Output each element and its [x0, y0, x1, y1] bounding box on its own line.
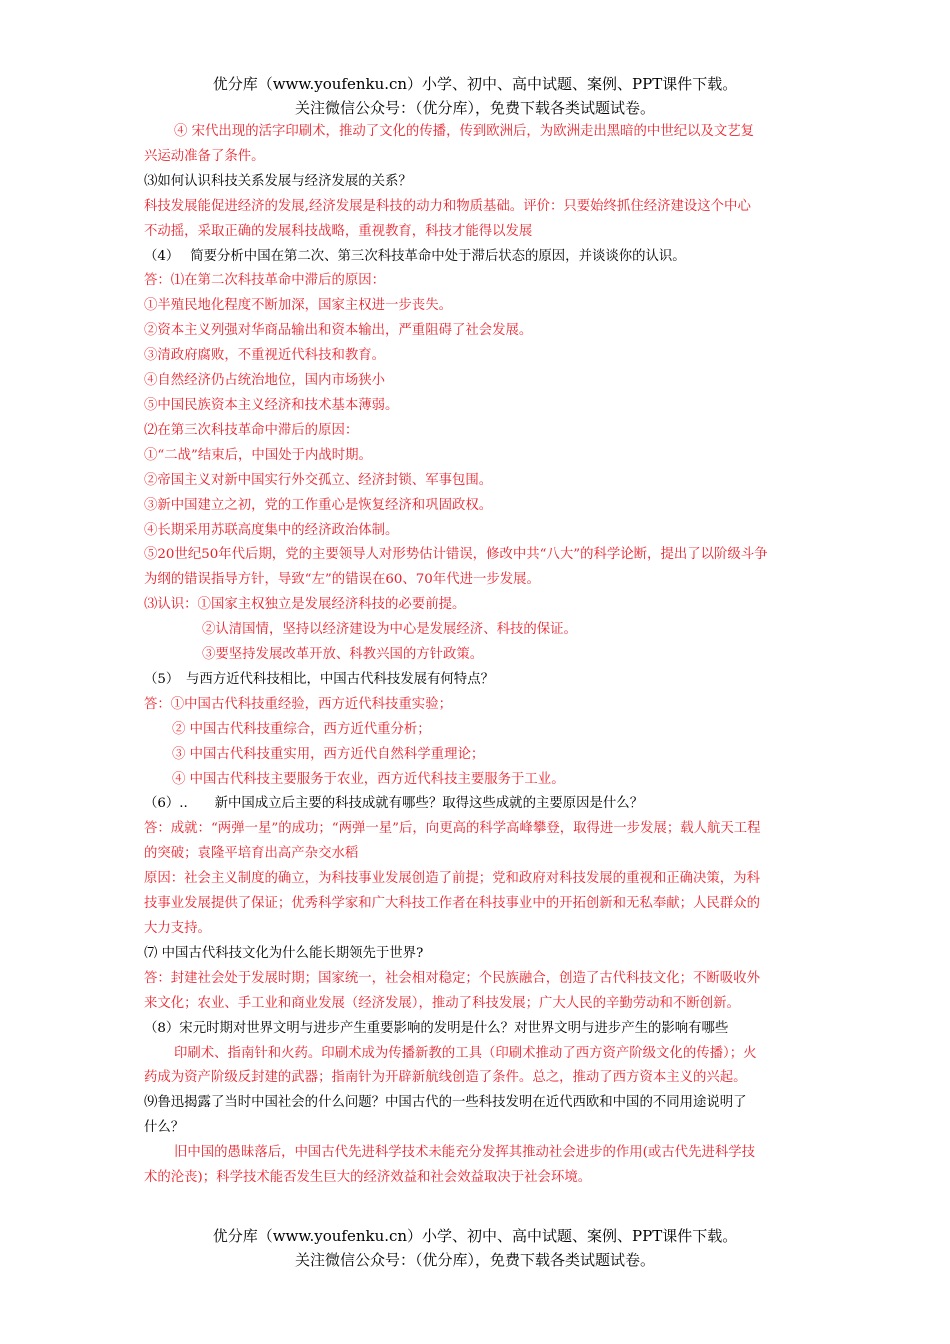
- answer-line: 为纲的错误指导方针，导致“左”的错误在60、70年代进一步发展。: [144, 572, 540, 588]
- answer-line: ④自然经济仍占统治地位，国内市场狭小: [144, 373, 386, 389]
- question-8: （8）宋元时期对世界文明与进步产生重要影响的发明是什么？对世界文明与进步产生的影响有哪些: [144, 1020, 729, 1036]
- answer-line: 旧中国的愚昧落后，中国古代先进科学技术未能充分发挥其推动社会进步的作用(或古代先进科学技: [174, 1145, 756, 1161]
- answer-line: 来文化；农业、手工业和商业发展（经济发展），推动了科技发展；广大人民的辛勤劳动和不断创新。: [144, 995, 740, 1011]
- answer-line: 答：成就：“两弹一星”的成功；“两弹一星”后，向更高的科学高峰攀登，取得进一步发展；载人航天工程: [144, 821, 761, 837]
- question-7: ⑺ 中国古代科技文化为什么能长期领先于世界?: [144, 945, 424, 961]
- question-6: （6）.. 新中国成立后主要的科技成就有哪些？取得这些成就的主要原因是什么？: [144, 796, 644, 812]
- header-line-2: 关注微信公众号：（优分库），免费下载各类试题试卷。: [294, 99, 655, 117]
- answer-line: ② 中国古代科技重综合，西方近代重分析；: [172, 721, 431, 737]
- answer-line: ⑤20世纪50年代后期，党的主要领导人对形势估计错误，修改中共“八大”的科学论断，提出了以阶级斗争: [144, 547, 768, 563]
- answer-line: ④长期采用苏联高度集中的经济政治体制。: [144, 522, 399, 538]
- question-4: （4） 简要分析中国在第二次、第三次科技革命中处于滞后状态的原因，并谈谈你的认识。: [144, 248, 686, 264]
- answer-line: ③要坚持发展改革开放、科教兴国的方针政策。: [202, 647, 484, 663]
- answer-line: ②资本主义列强对华商品输出和资本输出，严重阻碍了社会发展。: [144, 323, 533, 339]
- answer-line: ③ 中国古代科技重实用，西方近代自然科学重理论；: [172, 746, 485, 762]
- footer-line-2: 关注微信公众号：（优分库），免费下载各类试题试卷。: [294, 1251, 655, 1269]
- answer-line: ①半殖民地化程度不断加深，国家主权进一步丧失。: [144, 298, 452, 314]
- answer-line: 不动摇，采取正确的发展科技战略，重视教育，科技才能得以发展: [144, 223, 533, 239]
- answer-line: 原因：社会主义制度的确立，为科技事业发展创造了前提；党和政府对科技发展的重视和正确决策，为科: [144, 871, 760, 887]
- question-9: ⑼鲁迅揭露了当时中国社会的什么问题？中国古代的一些科技发明在近代西欧和中国的不同用途说明了: [144, 1095, 747, 1111]
- answer-line: 答：①中国古代科技重经验，西方近代科技重实验；: [144, 696, 452, 712]
- answer-line: 技事业发展提供了保证；优秀科学家和广大科技工作者在科技事业中的开拓创新和无私奉献；人民群众的: [144, 896, 760, 912]
- answer-line: ②认清国情，坚持以经济建设为中心是发展经济、科技的保证。: [202, 622, 577, 638]
- answer-line: 印刷术、指南针和火药。印刷术成为传播新教的工具（印刷术推动了西方资产阶级文化的传播）；火: [174, 1045, 757, 1061]
- footer-line-1: 优分库（www.youfenku.cn）小学、初中、高中试题、案例、PPT课件下载。: [212, 1227, 738, 1245]
- answer-line: 药成为资产阶级反封建的武器；指南针为开辟新航线创造了条件。总之，推动了西方资本主义的兴起。: [144, 1070, 747, 1086]
- answer-line: 大力支持。: [144, 921, 211, 936]
- question-9-cont: 什么？: [144, 1120, 185, 1136]
- answer-line: 科技发展能促进经济的发展,经济发展是科技的动力和物质基础。评价：只要始终抓住经济建设这个中心: [144, 198, 751, 214]
- answer-line: ①“二战”结束后，中国处于内战时期。: [144, 447, 372, 463]
- answer-line: 答：封建社会处于发展时期；国家统一，社会相对稳定；个民族融合，创造了古代科技文化；不断吸收外: [144, 970, 760, 986]
- answer-line: ③新中国建立之初，党的工作重心是恢复经济和巩固政权。: [144, 497, 493, 513]
- answer-heading: ⑵在第三次科技革命中滞后的原因：: [144, 422, 359, 438]
- answer-line: 兴运动准备了条件。: [144, 148, 265, 164]
- answer-line: 的突破；袁隆平培育出高产杂交水稻: [144, 846, 359, 862]
- document-body: [144, 120, 812, 1191]
- answer-line: ⑤中国民族资本主义经济和技术基本薄弱。: [144, 397, 399, 413]
- header-line-1: 优分库（www.youfenku.cn）小学、初中、高中试题、案例、PPT课件下载。: [212, 75, 738, 93]
- question-5: （5） 与西方近代科技相比，中国古代科技发展有何特点？: [144, 671, 494, 687]
- answer-line: ④ 宋代出现的活字印刷术，推动了文化的传播，传到欧洲后，为欧洲走出黑暗的中世纪以及文艺复: [174, 124, 755, 139]
- answer-line: ④ 中国古代科技主要服务于农业，西方近代科技主要服务于工业。: [172, 771, 565, 787]
- answer-line: 术的沦丧)；科学技术能否发生巨大的经济效益和社会效益取决于社会环境。: [144, 1170, 592, 1186]
- answer-heading: ⑶认识：①国家主权独立是发展经济科技的必要前提。: [144, 597, 466, 613]
- answer-line: ②帝国主义对新中国实行外交孤立、经济封锁、军事包围。: [144, 472, 493, 488]
- answer-line: ③清政府腐败，不重视近代科技和教育。: [144, 348, 386, 364]
- question-3: ⑶如何认识科技关系发展与经济发展的关系？: [144, 173, 412, 189]
- answer-heading: 答：⑴在第二次科技革命中滞后的原因：: [144, 273, 386, 289]
